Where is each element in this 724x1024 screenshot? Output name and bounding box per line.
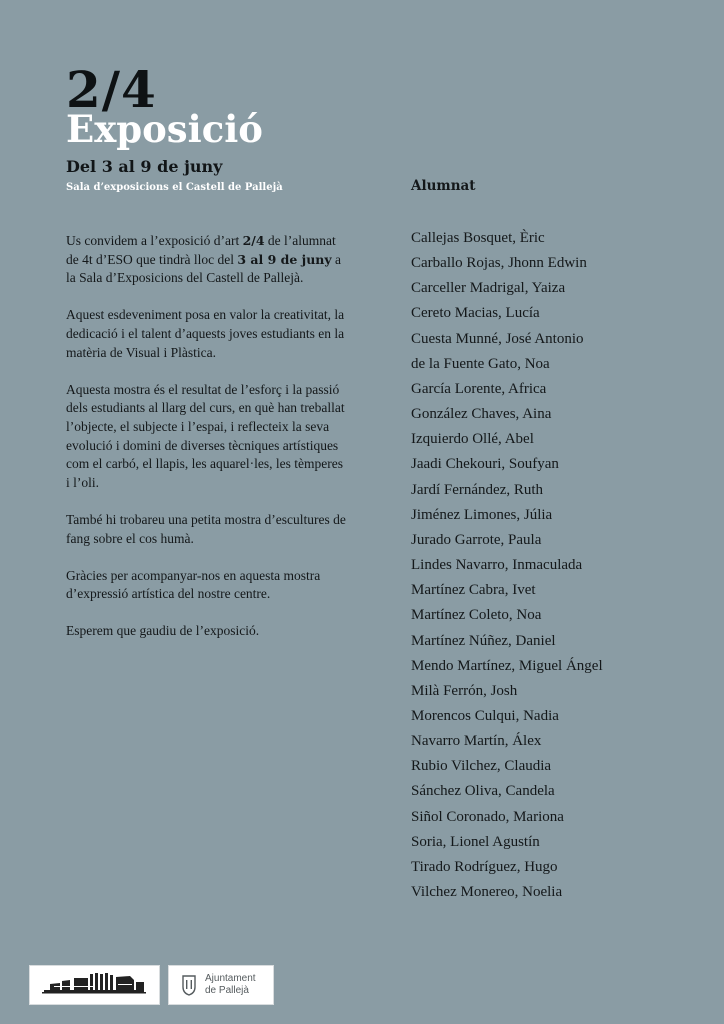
student-name: Carceller Madrigal, Yaiza [411, 280, 566, 297]
castle-logo-drawing [30, 966, 159, 1004]
student-name: Jurado Garrote, Paula [411, 531, 542, 548]
intro-paragraph-1 [66, 232, 348, 288]
intro-paragraph-3: Aquesta mostra és el resultat de l’esforç i la passió dels estudiants al llarg del curs, en què han treballat l’objecte, el subjecte i l’espai, i reflecteix la seva evolució i domini de diverses tècniques artístiques com el carbó, el llapis, les aquarel·les, les tèmperes i l’oli. [66, 381, 345, 490]
student-name: Cuesta Munné, José Antonio [411, 330, 584, 347]
exhibition-dates: Del 3 al 9 de juny [66, 157, 223, 176]
intro-paragraph-5: Gràcies per acompanyar-nos en aquesta mostra d’expressió artística del nostre centre. [66, 567, 321, 602]
student-name: Navarro Martín, Álex [411, 733, 542, 750]
student-list [411, 226, 603, 905]
intro-paragraph-6: Esperem que gaudiu de l’exposició. [66, 623, 260, 639]
intro-p1-bold-dates: 3 al 9 de juny [237, 251, 332, 267]
intro-text [66, 232, 348, 660]
ajuntament-logo-text [205, 973, 256, 997]
student-name: Martínez Cabra, Ivet [411, 582, 536, 599]
students-heading: Alumnat [411, 178, 476, 194]
student-name: Izquierdo Ollé, Abel [411, 431, 534, 448]
student-name: Martínez Coleto, Noa [411, 607, 542, 624]
student-name: Milà Ferrón, Josh [411, 682, 518, 699]
intro-paragraph-4: També hi trobareu una petita mostra d’escultures de fang sobre el cos humà. [66, 511, 346, 546]
student-name: Jardí Fernández, Ruth [411, 481, 544, 498]
student-name: de la Fuente Gato, Noa [411, 355, 550, 372]
ajuntament-logo [168, 965, 274, 1005]
intro-p1-bold-number: 2/4 [242, 233, 265, 248]
student-name: Jaadi Chekouri, Soufyan [411, 456, 559, 473]
ajuntament-logo-line1: Ajuntament [205, 973, 256, 984]
student-name: Lindes Navarro, Inmaculada [411, 557, 583, 574]
town-shield-icon [181, 974, 197, 996]
student-name: Rubio Vilchez, Claudia [411, 758, 552, 775]
castle-logo [29, 965, 160, 1005]
student-name: Jiménez Limones, Júlia [411, 506, 553, 523]
student-name: Tirado Rodríguez, Hugo [411, 858, 558, 875]
student-name: Sánchez Oliva, Candela [411, 783, 555, 800]
exhibition-title: Exposició [66, 107, 263, 151]
student-name: Carballo Rojas, Jhonn Edwin [411, 255, 587, 272]
intro-p1-text-a: Us convidem a l’exposició d’art [66, 233, 243, 248]
intro-p1-text-b: de l’alumnat de 4t d’ESO que tindrà lloc del [66, 233, 336, 267]
exhibition-number: 2/4 [66, 60, 157, 119]
student-name: García Lorente, Africa [411, 380, 547, 397]
student-name: Mendo Martínez, Miguel Ángel [411, 657, 603, 674]
student-name: Siñol Coronado, Mariona [411, 808, 564, 825]
student-name: Vilchez Monereo, Noelia [411, 884, 563, 901]
student-name: Morencos Culqui, Nadia [411, 707, 559, 724]
student-name: Cereto Macias, Lucía [411, 305, 540, 322]
student-name: Martínez Núñez, Daniel [411, 632, 556, 649]
student-name: González Chaves, Aina [411, 406, 552, 423]
intro-paragraph-2: Aquest esdeveniment posa en valor la creativitat, la dedicació i el talent d’aquests joves estudiants en la matèria de Visual i Plàstica. [66, 307, 345, 360]
ajuntament-logo-line2: de Pallejà [205, 985, 249, 996]
exhibition-venue: Sala d’exposicions el Castell de Pallejà [66, 182, 283, 193]
student-name: Soria, Lionel Agustín [411, 833, 540, 850]
intro-p1-text-c: a la Sala d’Exposicions del Castell de Pallejà. [66, 251, 342, 286]
student-name: Callejas Bosquet, Èric [411, 230, 545, 246]
